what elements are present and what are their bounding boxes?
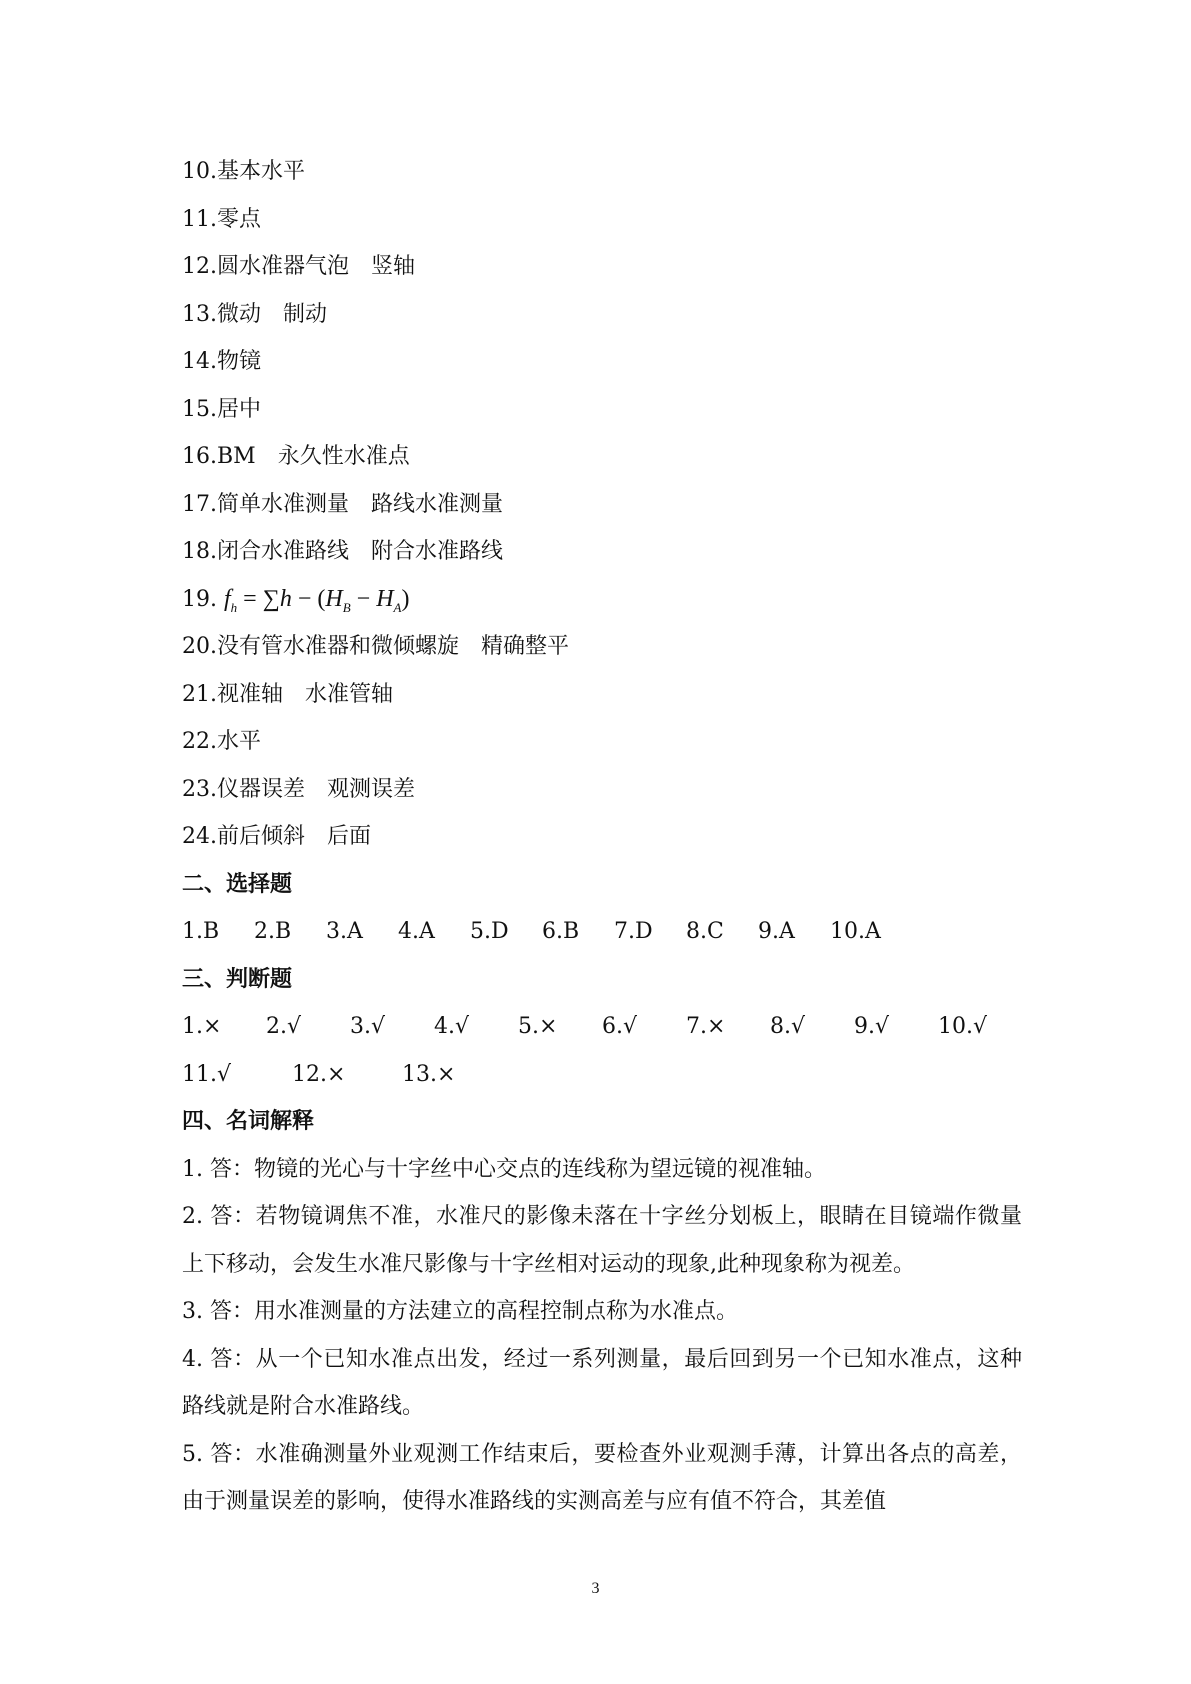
answer-text: 简单水准测量 (217, 491, 350, 517)
page-number: 3 (591, 1580, 600, 1597)
section-heading-terms: 四、名词解释 (182, 1109, 315, 1134)
term-definition: 5. 答：水准确测量外业观测工作结束后，要检查外业观测手薄，计算出各点的高差，由于测量误差的影响，使得水准路线的实测高差与应有值不符合，其差值 (182, 1441, 1022, 1514)
judge-answer: 6.√ (602, 1014, 638, 1039)
item-number: 16. (182, 444, 217, 469)
choice-answer: 9.A (758, 919, 795, 944)
fill-answer-list-continued (182, 623, 1022, 861)
item-number: 15. (182, 396, 217, 422)
answer-text: 永久性水准点 (277, 444, 410, 469)
item-number: 12. (182, 254, 217, 279)
choice-answer: 2.B (254, 919, 292, 944)
judge-answer: 11.√ (182, 1061, 232, 1087)
fill-answer-item (182, 718, 1022, 766)
answer-text: 水平 (217, 729, 262, 754)
fill-answer-list (182, 148, 1022, 576)
answer-text: 物镜 (217, 349, 262, 374)
fill-answer-item (182, 243, 1022, 291)
section-heading-judge: 三、判断题 (182, 966, 293, 992)
answer-text: 圆水准器气泡 (217, 254, 350, 279)
item-number: 20. (182, 634, 217, 659)
choice-answer: 7.D (614, 919, 653, 944)
fill-answer-item (182, 196, 1022, 244)
fill-answer-item (182, 528, 1022, 576)
fill-answer-item (182, 338, 1022, 386)
answer-text: 仪器误差 (217, 776, 306, 802)
item-number: 14. (182, 349, 217, 374)
answer-text: 观测误差 (327, 776, 416, 802)
item-number: 11. (182, 206, 217, 232)
judge-answer: 13.× (402, 1061, 456, 1087)
fill-answer-item (182, 671, 1022, 719)
item-number: 10. (182, 159, 217, 184)
section-heading-choice: 二、选择题 (182, 871, 293, 897)
judge-answers-row (182, 1003, 1022, 1051)
judge-answer: 4.√ (434, 1014, 470, 1039)
choice-answer: 1.B (182, 919, 220, 944)
formula-item (182, 576, 1022, 624)
fill-answer-item (182, 766, 1022, 814)
answer-text: 没有管水准器和微倾螺旋 (217, 634, 460, 659)
item-number: 21. (182, 681, 217, 707)
answer-text: 闭合水准路线 (217, 539, 350, 564)
closure-error-formula: $f_h = \sum h - (H_B - H_A)$ (224, 585, 410, 615)
choice-answers-row (182, 908, 1022, 956)
choice-answer: 8.C (686, 919, 724, 944)
item-number: 22. (182, 729, 217, 754)
answer-text: 精确整平 (481, 634, 570, 659)
fill-answer-item (182, 291, 1022, 339)
term-definitions (182, 1146, 1022, 1526)
item-number: 18. (182, 539, 217, 564)
answer-text: 竖轴 (371, 254, 416, 279)
judge-answer: 2.√ (266, 1014, 302, 1039)
term-definition: 4. 答：从一个已知水准点出发，经过一系列测量，最后回到另一个已知水准点，这种路线就是附合水准路线。 (182, 1346, 1022, 1419)
fill-answer-item (182, 623, 1022, 671)
term-definition: 3. 答：用水准测量的方法建立的高程控制点称为水准点。 (182, 1299, 738, 1324)
judge-answer: 8.√ (770, 1014, 806, 1039)
judge-answer: 7.× (686, 1014, 726, 1039)
fill-answer-item (182, 148, 1022, 196)
judge-answer: 9.√ (854, 1014, 890, 1039)
fill-answer-item (182, 481, 1022, 529)
term-definition: 2. 答：若物镜调焦不准，水准尺的影像未落在十字丝分划板上，眼睛在目镜端作微量上下移动，会发生水准尺影像与十字丝相对运动的现象,此种现象称为视差。 (182, 1204, 1022, 1277)
judge-answer: 5.× (518, 1014, 558, 1039)
answer-text: 居中 (217, 396, 262, 422)
item-number: 13. (182, 301, 217, 327)
choice-answer: 3.A (326, 919, 363, 944)
answer-text: 微动 (217, 301, 262, 327)
choice-answer: 5.D (470, 919, 509, 944)
answer-text: 后面 (327, 824, 372, 849)
item-number: 24. (182, 824, 217, 849)
judge-answer: 10.√ (938, 1014, 988, 1039)
answer-text: BM (217, 444, 256, 469)
choice-answer: 4.A (398, 919, 435, 944)
answer-text: 制动 (283, 301, 328, 327)
answer-text: 附合水准路线 (371, 539, 504, 564)
judge-answers-row (182, 1051, 1022, 1099)
fill-answer-item (182, 386, 1022, 434)
judge-answer: 12.× (292, 1061, 346, 1087)
answer-text: 基本水平 (217, 159, 306, 184)
answer-text: 视准轴 (217, 681, 284, 707)
answer-text: 前后倾斜 (217, 824, 306, 849)
term-definition: 1. 答：物镜的光心与十字丝中心交点的连线称为望远镜的视准轴。 (182, 1156, 826, 1182)
formula-item-number: 19. (182, 586, 217, 612)
item-number: 23. (182, 776, 217, 802)
judge-answer: 3.√ (350, 1014, 386, 1039)
item-number: 17. (182, 491, 217, 517)
answer-text: 路线水准测量 (371, 491, 504, 517)
choice-answer: 10.A (830, 919, 881, 944)
page-content (182, 148, 1022, 1526)
judge-answer: 1.× (182, 1014, 222, 1039)
fill-answer-item (182, 813, 1022, 861)
answer-text: 零点 (217, 206, 262, 232)
choice-answer: 6.B (542, 919, 580, 944)
answer-text: 水准管轴 (305, 681, 394, 707)
fill-answer-item (182, 433, 1022, 481)
